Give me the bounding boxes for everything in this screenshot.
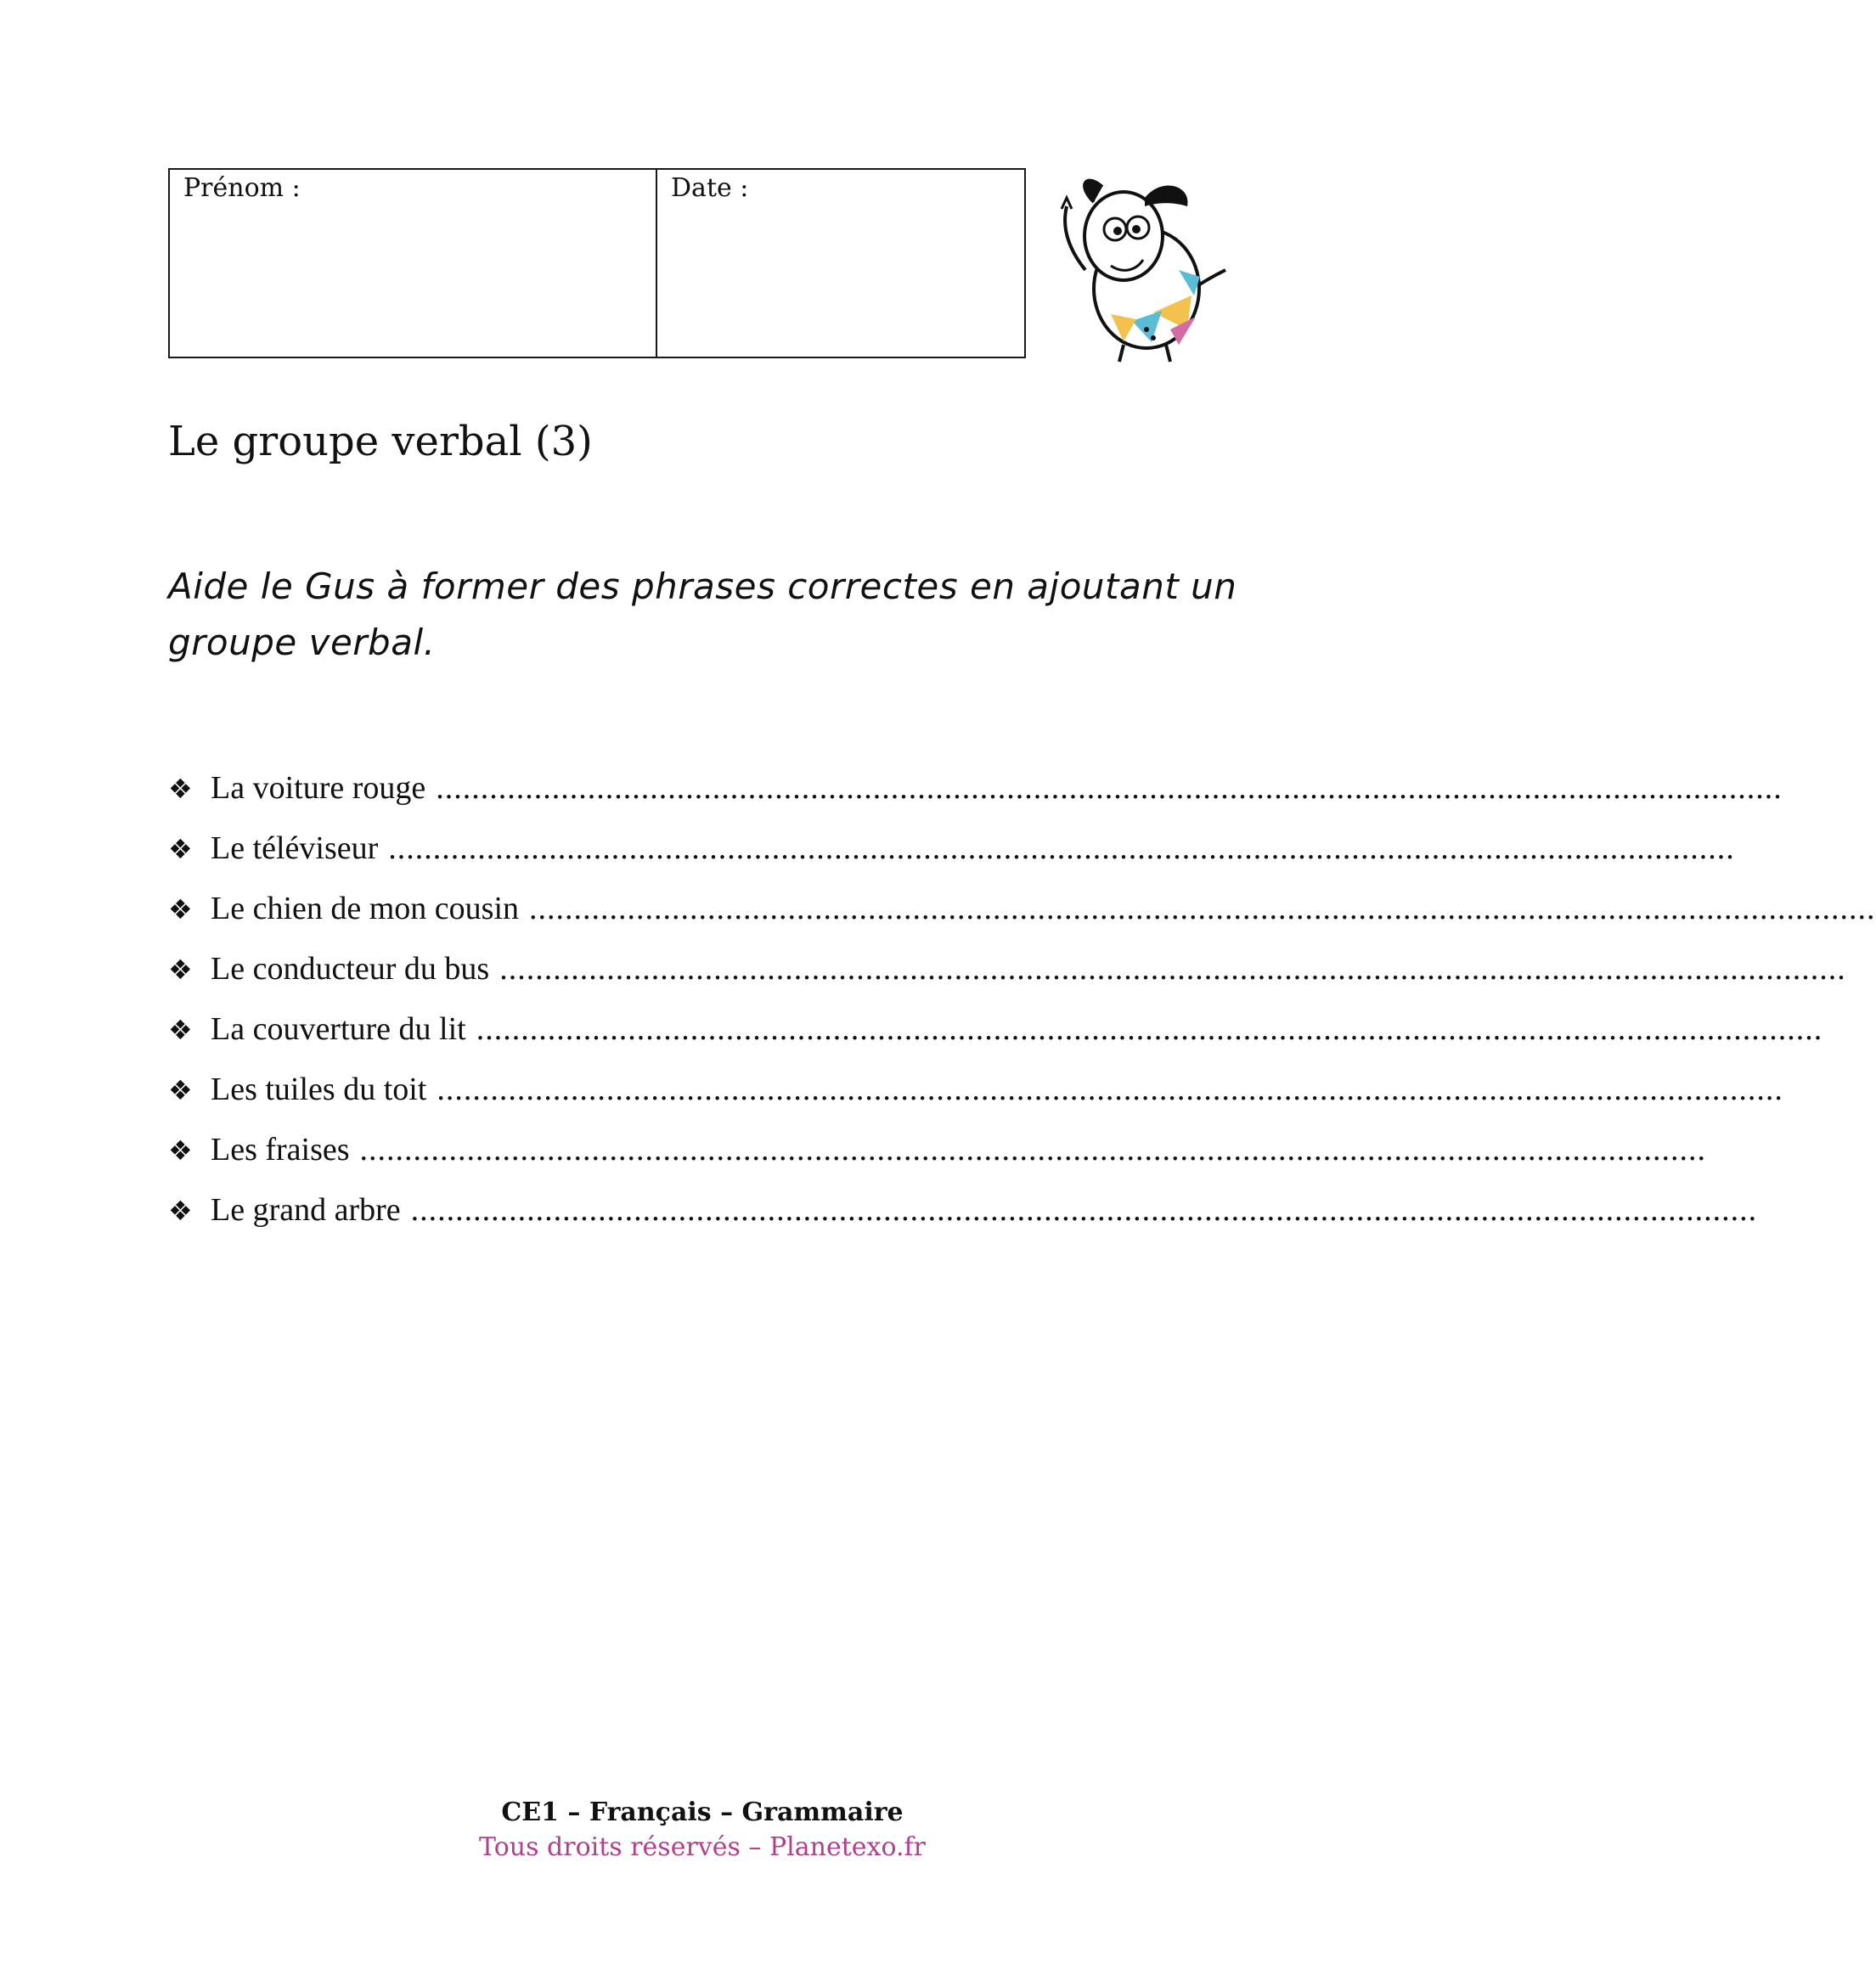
answer-line[interactable]: ....................................................................................................................................................... [499, 951, 1846, 987]
list-item [168, 769, 1783, 830]
list-item [168, 950, 1846, 1010]
list-item [168, 830, 1735, 890]
bullet-icon: ❖ [168, 1014, 193, 1046]
page-title: Le groupe verbal (3) [168, 418, 593, 465]
footer-copyright: Tous droits réservés – Planetexo.fr [479, 1832, 926, 1862]
sentence-start: Le téléviseur [211, 830, 379, 866]
bullet-icon: ❖ [168, 954, 193, 986]
sentence-start: La voiture rouge [211, 770, 426, 806]
sentence-start: Les tuiles du toit [211, 1072, 427, 1107]
sentence-start: La couverture du lit [211, 1011, 466, 1047]
answer-line[interactable]: ....................................................................................................................................................... [388, 830, 1735, 866]
date-label: Date : [671, 173, 749, 203]
prenom-field[interactable] [170, 170, 657, 357]
instruction-text: Aide le Gus à former des phrases correctes en ajoutant un groupe verbal. [168, 565, 1237, 663]
answer-line[interactable]: ....................................................................................................................................................... [359, 1132, 1707, 1167]
answer-line[interactable]: ....................................................................................................................................................... [410, 1192, 1758, 1228]
list-item [168, 1131, 1707, 1191]
bullet-icon: ❖ [168, 773, 193, 805]
list-item [168, 1191, 1758, 1252]
sentence-start: Les fraises [211, 1132, 350, 1167]
list-item [168, 1010, 1823, 1071]
list-item [168, 1071, 1783, 1131]
sentence-start: Le grand arbre [211, 1192, 401, 1228]
date-field[interactable] [657, 170, 1024, 357]
answer-line[interactable]: ....................................................................................................................................................... [437, 1072, 1783, 1107]
footer-subject: CE1 – Français – Grammaire [501, 1798, 904, 1827]
sentence-start: Le chien de mon cousin [211, 891, 520, 926]
answer-line[interactable]: ....................................................................................................................................................... [476, 1011, 1823, 1047]
bullet-icon: ❖ [168, 1195, 193, 1227]
name-date-table [168, 168, 1026, 358]
bullet-icon: ❖ [168, 1134, 193, 1167]
exercise-list [168, 769, 1876, 1252]
gus-mascot-icon [1051, 168, 1238, 363]
bullet-icon: ❖ [168, 833, 193, 865]
list-item [168, 890, 1876, 950]
prenom-label: Prénom : [183, 173, 301, 203]
bullet-icon: ❖ [168, 1074, 193, 1106]
answer-line[interactable]: ....................................................................................................................................................... [436, 770, 1783, 806]
bullet-icon: ❖ [168, 893, 193, 925]
answer-line[interactable]: ....................................................................................................................................................... [529, 891, 1876, 926]
sentence-start: Le conducteur du bus [211, 951, 490, 987]
